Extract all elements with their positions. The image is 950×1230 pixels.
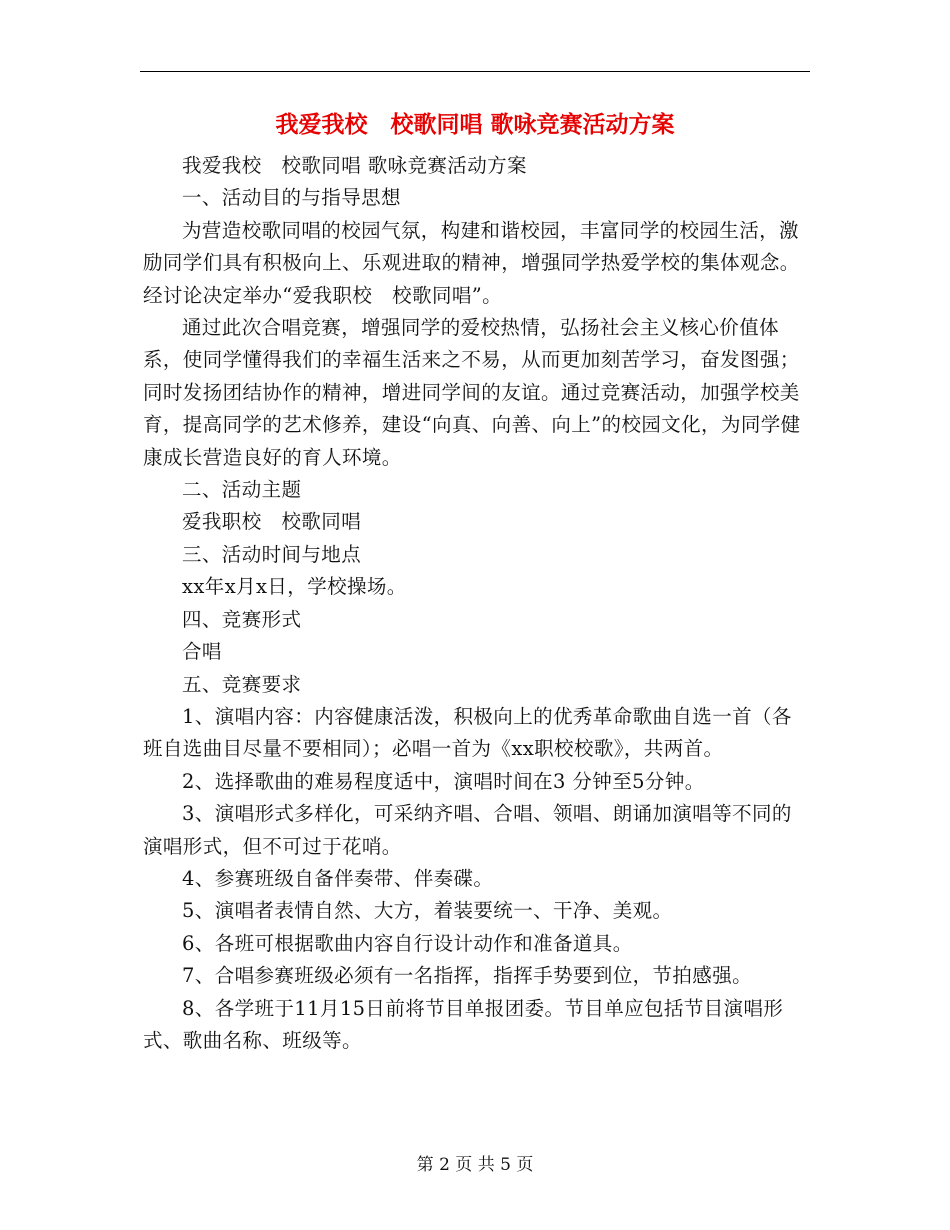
paragraph-time-place: xx年x月x日，学校操场。 bbox=[182, 575, 407, 599]
list-item-requirement-3: 3、演唱形式多样化，可采纳齐唱、合唱、领唱、朗诵加演唱等不同的演唱形式，但不可过于花哨。 bbox=[143, 802, 792, 858]
page-number: 第 2 页 共 5 页 bbox=[416, 1155, 534, 1175]
paragraph-subtitle: 我爱我校 校歌同唱 歌咏竞赛活动方案 bbox=[182, 154, 527, 177]
paragraph-purpose-2: 通过此次合唱竞赛，增强同学的爱校热情，弘扬社会主义核心价值体系，使同学懂得我们的幸福生活来之不易，从而更加刻苦学习，奋发图强；同时发扬团结协作的精神，增进同学间的友谊。通过竞赛活动，加强学校美育，提高同学的艺术修养，建设“向真、向善、向上”的校园文化，为同学健康成长营造良好的育人环境。 bbox=[143, 316, 801, 469]
paragraph-theme: 爱我职校 校歌同唱 bbox=[182, 510, 362, 534]
list-item-requirement-1: 1、演唱内容：内容健康活泼，积极向上的优秀革命歌曲自选一首（各班自选曲目尽量不要相同）；必唱一首为《xx职校校歌》，共两首。 bbox=[143, 704, 792, 761]
list-item-requirement-5: 5、演唱者表情自然、大方，着装要统一、干净、美观。 bbox=[182, 899, 673, 923]
paragraph-purpose-1: 为营造校歌同唱的校园气氛，构建和谐校园，丰富同学的校园生活，激励同学们具有积极向上、乐观进取的精神，增强同学热爱学校的集体观念。经讨论决定举办“爱我职校 校歌同唱”。 bbox=[143, 218, 800, 307]
list-item-requirement-8: 8、各学班于11月15日前将节目单报团委。节目单应包括节目演唱形式、歌曲名称、班级等。 bbox=[143, 996, 784, 1052]
heading-section-3: 三、活动时间与地点 bbox=[182, 542, 362, 566]
heading-section-5: 五、竞赛要求 bbox=[182, 672, 302, 696]
header-rule bbox=[140, 71, 810, 72]
list-item-requirement-4: 4、参赛班级自备伴奏带、伴奏碟。 bbox=[182, 866, 494, 890]
heading-section-1: 一、活动目的与指导思想 bbox=[182, 186, 401, 210]
document-body bbox=[143, 150, 808, 1057]
document-title: 我爱我校 校歌同唱 歌咏竞赛活动方案 bbox=[275, 112, 675, 138]
list-item-requirement-7: 7、合唱参赛班级必须有一名指挥，指挥手势要到位，节拍感强。 bbox=[182, 964, 753, 988]
list-item-requirement-6: 6、各班可根据歌曲内容自行设计动作和准备道具。 bbox=[182, 931, 633, 955]
heading-section-4: 四、竞赛形式 bbox=[182, 607, 302, 631]
list-item-requirement-2: 2、选择歌曲的难易程度适中，演唱时间在3 分钟至5分钟。 bbox=[182, 769, 705, 793]
heading-section-2: 二、活动主题 bbox=[182, 478, 302, 502]
paragraph-format: 合唱 bbox=[182, 640, 222, 664]
